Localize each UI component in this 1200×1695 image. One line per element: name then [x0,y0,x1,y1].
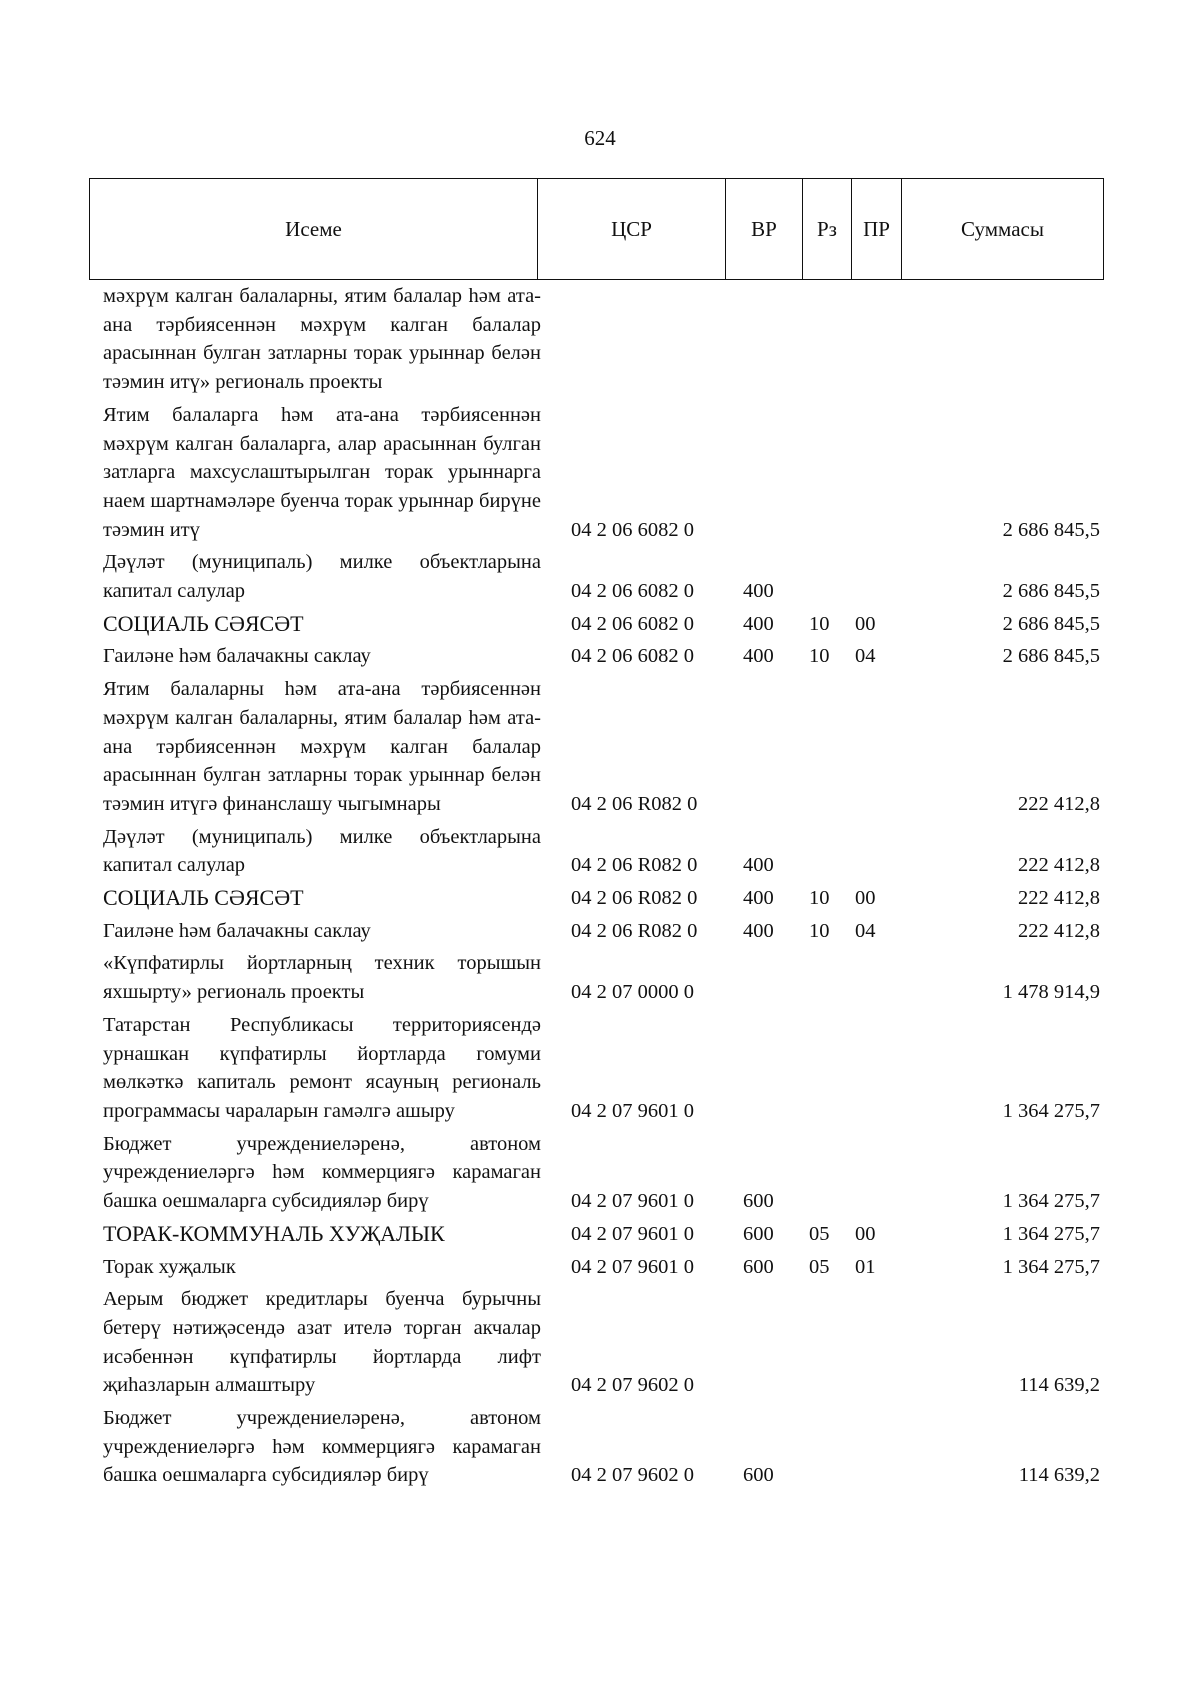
row-name: ТОРАК-КОММУНАЛЬ ХУҖАЛЫК [103,1220,445,1246]
table-row [103,884,1103,917]
row-sum: 2 686 845,5 [1002,612,1100,635]
row-name: СОЦИАЛЬ СӘЯСӘТ [103,610,304,636]
row-csr: 04 2 06 R082 0 [571,854,698,877]
row-name: Бюджет учреждениеләренә, автоном учреждениеләргә һәм коммерциягә карамаган башка оешмаларга субсидияләр бирү [103,1132,541,1213]
row-csr: 04 2 07 9601 0 [571,1255,694,1278]
table-body [103,282,1103,1494]
table-row [103,1011,1103,1130]
table-row [103,675,1103,823]
row-name: мәхрүм калган балаларны, ятим балалар һәм ата-ана тәрбиясеннән мәхрүм калган балалар арасыннан булган затларны торак урыннар белән тәэмин итү» региональ проекты [103,285,541,394]
row-vr: 400 [743,919,774,942]
row-sum: 222 412,8 [1018,887,1100,910]
table-row [103,1404,1103,1494]
row-vr: 400 [743,612,774,635]
header-csr: ЦСР [538,179,726,280]
row-csr: 04 2 07 9602 0 [571,1464,694,1487]
table-row [103,610,1103,643]
row-csr: 04 2 07 9601 0 [571,1190,694,1213]
row-name: Аерым бюджет кредитлары буенча бурычны бетерү нәтиҗәсендә азат ителә торган акчалар исәбеннән күпфатирлы йортларда лифт җиһазларын алмаштыру [103,1288,541,1397]
row-csr: 04 2 06 R082 0 [571,919,698,942]
page-number: 624 [584,126,616,150]
row-vr: 600 [743,1222,774,1245]
row-csr: 04 2 07 9602 0 [571,1374,694,1397]
table-row [103,917,1103,950]
row-vr: 400 [743,854,774,877]
row-name: Дәүләт (муниципаль) милке объектларына капитал салулар [103,551,541,603]
row-vr: 600 [743,1190,774,1213]
row-rz: 05 [809,1222,830,1245]
row-sum: 222 412,8 [1018,854,1100,877]
row-csr: 04 2 06 R082 0 [571,887,698,910]
header-pr: ПР [852,179,902,280]
row-sum: 2 686 845,5 [1002,580,1100,603]
row-pr: 00 [855,1222,876,1245]
table-row [103,1130,1103,1220]
row-pr: 04 [855,645,876,668]
row-csr: 04 2 07 9601 0 [571,1099,694,1122]
row-sum: 222 412,8 [1018,919,1100,942]
table-header [89,178,1104,280]
row-rz: 10 [809,887,830,910]
row-csr: 04 2 06 6082 0 [571,580,694,603]
row-sum: 1 364 275,7 [1002,1099,1100,1122]
row-sum: 114 639,2 [1018,1464,1100,1487]
row-sum: 222 412,8 [1018,792,1100,815]
row-sum: 2 686 845,5 [1002,518,1100,541]
row-csr: 04 2 06 6082 0 [571,612,694,635]
row-rz: 10 [809,612,830,635]
row-sum: 2 686 845,5 [1002,645,1100,668]
row-vr: 400 [743,645,774,668]
row-csr: 04 2 06 R082 0 [571,792,698,815]
row-vr: 400 [743,887,774,910]
row-name: Торак хуҗалык [103,1255,236,1278]
row-name: «Күпфатирлы йортларның техник торышын яхшырту» региональ проекты [103,952,541,1004]
row-vr: 600 [743,1255,774,1278]
row-sum: 1 364 275,7 [1002,1190,1100,1213]
row-name: Гаиләне һәм балачакны саклау [103,919,371,942]
row-name: СОЦИАЛЬ СӘЯСӘТ [103,885,304,911]
row-csr: 04 2 07 0000 0 [571,981,694,1004]
row-pr: 00 [855,887,876,910]
table-row [103,548,1103,609]
row-pr: 04 [855,919,876,942]
row-name: Ятим балаларга һәм ата-ана тәрбиясеннән мәхрүм калган балаларга, алар арасыннан булган затларга махсуслаштырылган торак урыннарга наем шартнамәләре буенча торак урыннар бирүне тәэмин итү [103,403,541,541]
header-vr: ВР [726,179,803,280]
row-name: Бюджет учреждениеләренә, автоном учреждениеләргә һәм коммерциягә карамаган башка оешмаларга субсидияләр бирү [103,1407,541,1487]
row-csr: 04 2 07 9601 0 [571,1222,694,1245]
row-name: Дәүләт (муниципаль) милке объектларына капитал салулар [103,825,541,877]
table-row [103,401,1103,549]
row-sum: 1 364 275,7 [1002,1255,1100,1278]
row-name: Ятим балаларны һәм ата-ана тәрбиясеннән мәхрүм калган балаларны, ятим балалар һәм ата-ана тәрбиясеннән мәхрүм калган балалар арасыннан булган затларны торак урыннар белән тәэмин итүгә финанслашу чыгымнары [103,678,541,815]
table-row [103,1285,1103,1404]
row-vr: 600 [743,1464,774,1487]
header-rz: Рз [803,179,852,280]
row-sum: 1 364 275,7 [1002,1222,1100,1245]
row-name: Татарстан Республикасы территориясендә урнашкан күпфатирлы йортларда гомуми мөлкәткә капиталь ремонт ясауның региональ программасы чараларын гамәлгә ашыру [103,1013,541,1122]
row-rz: 10 [809,919,830,942]
row-vr: 400 [743,580,774,603]
table-row [103,1220,1103,1253]
row-csr: 04 2 06 6082 0 [571,645,694,668]
row-csr: 04 2 06 6082 0 [571,518,694,541]
table-row [103,642,1103,675]
row-sum: 1 478 914,9 [1002,981,1100,1004]
row-sum: 114 639,2 [1018,1374,1100,1397]
row-pr: 01 [855,1255,876,1278]
row-rz: 05 [809,1255,830,1278]
table-row [103,282,1103,401]
table-row [103,1253,1103,1286]
header-name: Исеме [90,179,538,280]
row-rz: 10 [809,645,830,668]
header-sum: Суммасы [902,179,1104,280]
row-name: Гаиләне һәм балачакны саклау [103,645,371,668]
table-row [103,949,1103,1010]
row-pr: 00 [855,612,876,635]
table-row [103,823,1103,884]
